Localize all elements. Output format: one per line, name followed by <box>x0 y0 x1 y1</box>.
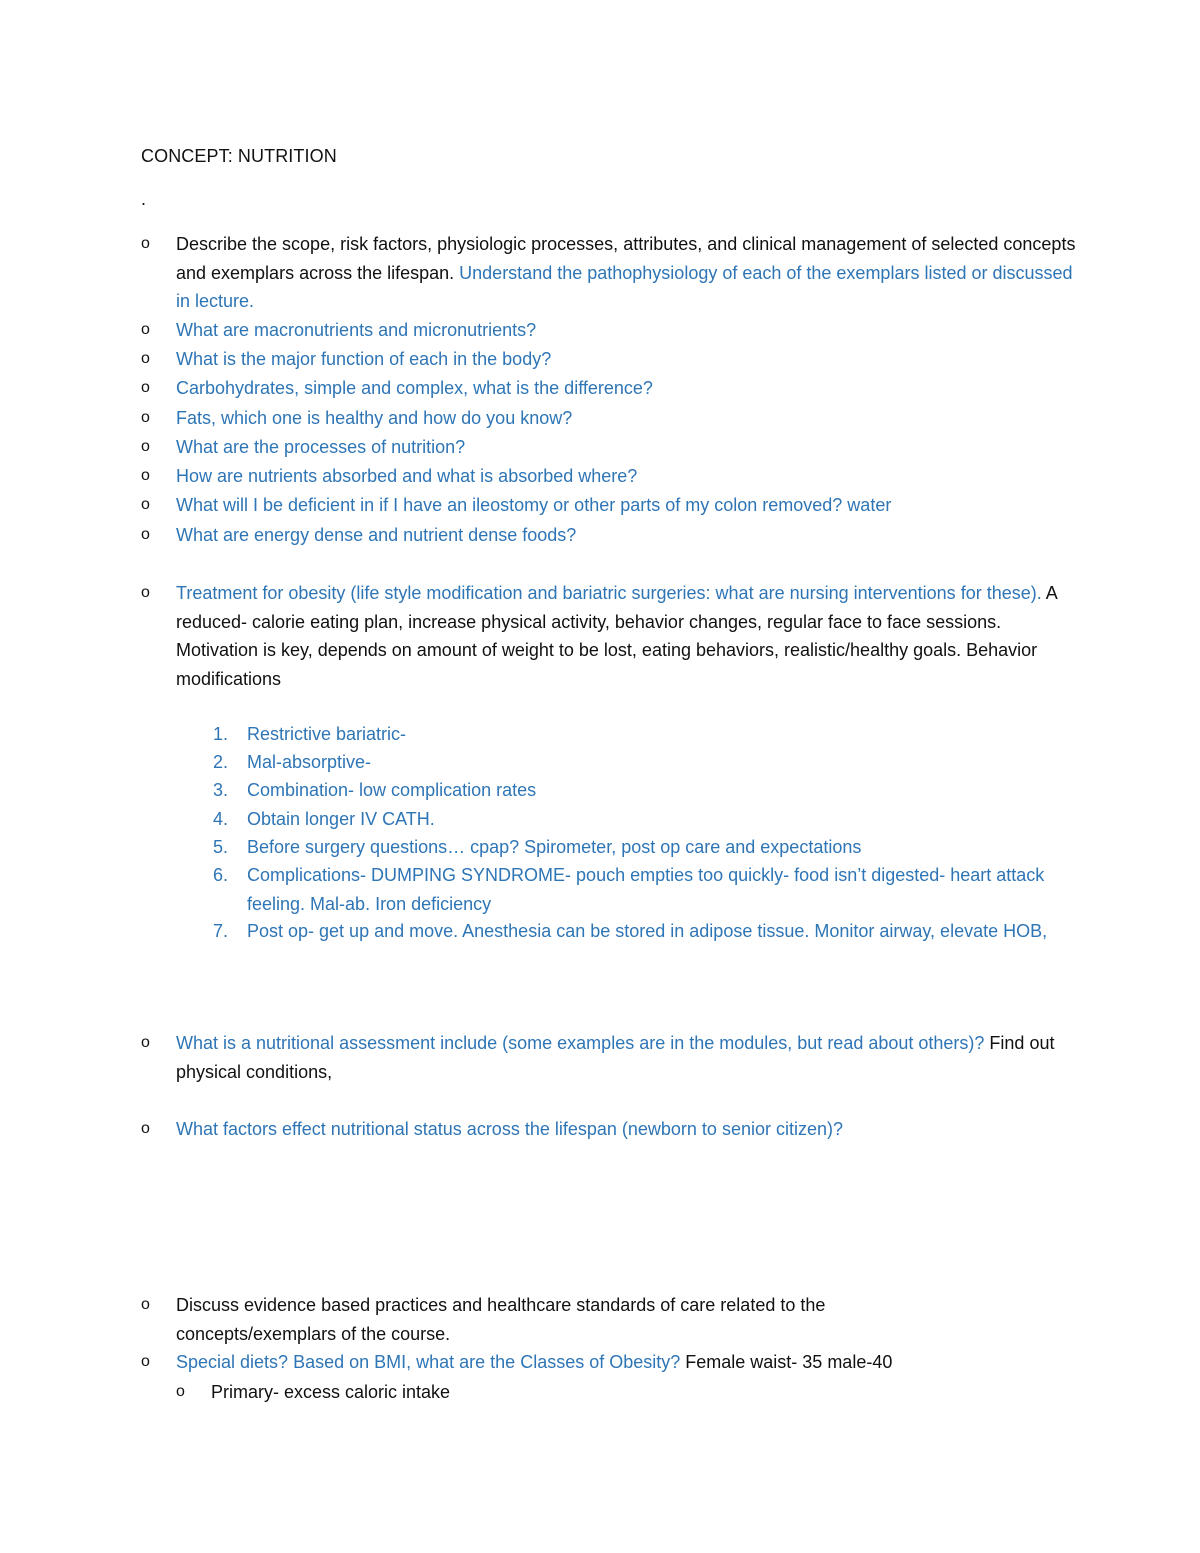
bullet-text <box>176 579 1081 693</box>
bullet-text: What will I be deficient in if I have an ileostomy or other parts of my colon removed? water <box>176 495 892 515</box>
item-text: Restrictive bariatric- <box>247 724 407 744</box>
bullet-text-blue: Special diets? Based on BMI, what are the Classes of Obesity? <box>176 1352 686 1372</box>
item-number: 3. <box>213 780 229 800</box>
bullet-marker: o <box>176 1383 185 1400</box>
bullet-marker: o <box>141 235 150 252</box>
bullet-marker: o <box>141 496 150 513</box>
separator-dot: . <box>141 189 147 209</box>
item-text: Post op- get up and move. Anesthesia can be stored in adipose tissue. Monitor airway, elevate HOB, <box>247 921 1048 941</box>
bullet-text: What are the processes of nutrition? <box>176 437 466 457</box>
bullet-text <box>176 230 1081 316</box>
bullet-text <box>176 1348 1081 1377</box>
document-title: CONCEPT: NUTRITION <box>141 146 337 166</box>
bullet-text: Carbohydrates, simple and complex, what is the difference? <box>176 378 653 398</box>
bullet-text-black: A reduced- calorie eating plan, increase physical activity, behavior changes, regular face to face sessions. Motivation is key, depends on amount of weight to be lost, eating behaviors, realistic/healthy goals. Behavior modifications <box>176 583 1057 689</box>
item-number: 4. <box>213 809 229 829</box>
bullet-text: What is the major function of each in the body? <box>176 349 552 369</box>
bullet-text: What factors effect nutritional status across the lifespan (newborn to senior citizen)? <box>176 1119 843 1139</box>
item-number: 2. <box>213 752 229 772</box>
bullet-marker: o <box>141 409 150 426</box>
bullet-marker: o <box>141 1120 150 1137</box>
bullet-text: Primary- excess caloric intake <box>211 1382 451 1402</box>
bullet-marker: o <box>141 1296 150 1313</box>
item-text: Complications- DUMPING SYNDROME- pouch empties too quickly- food isn’t digested- heart attack feeling. Mal-ab. Iron deficiency <box>247 865 1045 914</box>
item-number: 6. <box>213 865 229 885</box>
bullet-text-blue: Treatment for obesity (life style modification and bariatric surgeries: what are nursing interventions for these). <box>176 583 1046 603</box>
bullet-text-black: Describe the scope, risk factors, physiologic processes, attributes, and clinical management of selected concepts and exemplars across the lifespan. <box>176 234 1076 283</box>
bullet-marker: o <box>141 1353 150 1370</box>
bullet-text: How are nutrients absorbed and what is absorbed where? <box>176 466 638 486</box>
bullet-marker: o <box>141 584 150 601</box>
item-text: Combination- low complication rates <box>247 780 537 800</box>
bullet-text: Fats, which one is healthy and how do you know? <box>176 408 573 428</box>
item-text: Obtain longer IV CATH. <box>247 809 435 829</box>
bullet-marker: o <box>141 321 150 338</box>
bullet-text-black: Female waist- 35 male-40 <box>685 1352 893 1372</box>
bullet-text-blue: Understand the pathophysiology of each of the exemplars listed or discussed in lecture. <box>176 262 1073 312</box>
bullet-marker: o <box>141 350 150 367</box>
item-text: Before surgery questions… cpap? Spirometer, post op care and expectations <box>247 837 862 857</box>
bullet-text-blue: What is a nutritional assessment include (some examples are in the modules, but read about others)? <box>176 1033 990 1053</box>
bullet-marker: o <box>141 438 150 455</box>
item-number: 1. <box>213 724 229 744</box>
bullet-text-black: Find out physical conditions, <box>176 1033 1055 1082</box>
item-number: 5. <box>213 837 229 857</box>
bullet-marker: o <box>141 467 150 484</box>
item-number: 7. <box>213 921 229 941</box>
bullet-text: What are macronutrients and micronutrients? <box>176 320 537 340</box>
bullet-marker: o <box>141 379 150 396</box>
bullet-text: What are energy dense and nutrient dense foods? <box>176 525 577 545</box>
bullet-text: Discuss evidence based practices and healthcare standards of care related to the concepts/exemplars of the course. <box>176 1295 826 1344</box>
item-text: Mal-absorptive- <box>247 752 372 772</box>
bullet-marker: o <box>141 1034 150 1051</box>
bullet-text <box>176 1029 1081 1086</box>
bullet-marker: o <box>141 526 150 543</box>
